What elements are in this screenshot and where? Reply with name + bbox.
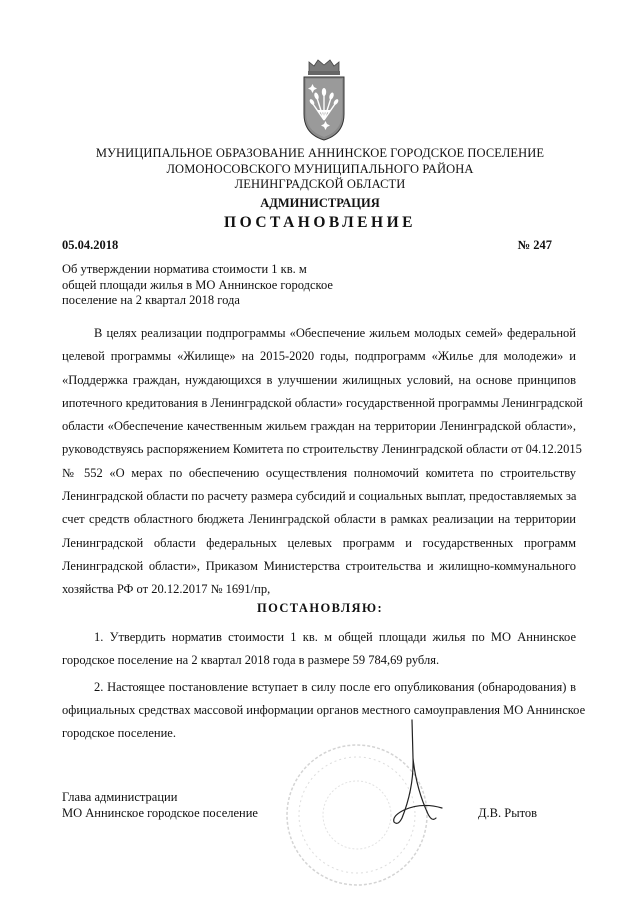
preamble-line: «Поддержка граждан, нуждающихся в улучшении жилищных условий, на основе принципов — [62, 372, 576, 387]
signatory-name: Д.В. Рытов — [478, 806, 538, 820]
item-2-line: официальных средствах массовой информации органов местного самоуправления МО Аннинское — [62, 702, 586, 717]
preamble-line: хозяйства РФ от 20.12.2017 № 1691/пр, — [62, 582, 271, 597]
item-1-line: городское поселение на 2 квартал 2018 года в размере 59 784,69 рубля. — [62, 653, 440, 668]
signatory-position — [62, 790, 258, 821]
document-number: № 247 — [517, 238, 552, 252]
signatory-position-line: Глава администрации — [62, 790, 178, 804]
document-date: 05.04.2018 — [62, 238, 119, 252]
administration-heading: АДМИНИСТРАЦИЯ — [260, 196, 380, 210]
preamble-line: области «Обеспечение качественным жильем граждан на территории Ленинградской области», — [62, 419, 576, 434]
signatory-position-line: МО Аннинское городское поселение — [62, 805, 258, 820]
item-2-line: городское поселение. — [62, 726, 176, 741]
org-line-2: ЛОМОНОСОВСКОГО МУНИЦИПАЛЬНОГО РАЙОНА — [166, 161, 474, 176]
subject-line: общей площади жилья в МО Аннинское городское — [62, 277, 333, 292]
document-type-title: ПОСТАНОВЛЕНИЕ — [224, 214, 416, 231]
org-line-3: ЛЕНИНГРАДСКОЙ ОБЛАСТИ — [234, 177, 406, 191]
org-line-1: МУНИЦИПАЛЬНОЕ ОБРАЗОВАНИЕ АННИНСКОЕ ГОРОДСКОЕ ПОСЕЛЕНИЕ — [95, 146, 545, 160]
document-subject — [62, 262, 362, 309]
preamble-line: Ленинградской области», Приказом Министерства строительства и жилищно-коммунального — [62, 558, 576, 573]
preamble-line: Ленинградской области по расчету размера субсидий и социальных выплат, предоставляемых за — [62, 489, 577, 504]
handwritten-signature-icon — [372, 718, 472, 838]
preamble-line: целевой программы «Жилище» на 2015-2020 годы, подпрограмм «Жилье для молодежи» и — [62, 349, 576, 364]
decree-heading: ПОСТАНОВЛЯЮ: — [256, 601, 384, 615]
subject-line: поселение на 2 квартал 2018 года — [62, 293, 240, 307]
preamble-line: счет средств областного бюджета Ленинградской области в рамках реализации на территории — [62, 512, 576, 527]
preamble-line: Ленинградской области федеральных целевых программ и государственных программ — [62, 535, 576, 550]
item-1-line: 1. Утвердить норматив стоимости 1 кв. м общей площади жилья по МО Аннинское — [94, 630, 576, 644]
coat-of-arms-icon — [301, 58, 347, 142]
decree-items — [62, 626, 586, 745]
preamble-line: ипотечного кредитования в Ленинградской области» государственной программы Ленинградской — [62, 395, 583, 410]
subject-line: Об утверждении норматива стоимости 1 кв. м — [62, 262, 307, 276]
preamble-line: В целях реализации подпрограммы «Обеспечение жильем молодых семей» федеральной — [94, 326, 576, 340]
organization-name — [40, 146, 600, 193]
item-2-line: 2. Настоящее постановление вступает в силу после его опубликования (обнародования) в — [94, 679, 576, 694]
preamble-paragraph — [62, 322, 583, 602]
preamble-line: руководствуясь распоряжением Комитета по строительству Ленинградской области от 04.12.2015 — [62, 442, 582, 457]
preamble-line: № 552 «О мерах по обеспечению осуществления полномочий комитета по строительству — [62, 465, 576, 480]
